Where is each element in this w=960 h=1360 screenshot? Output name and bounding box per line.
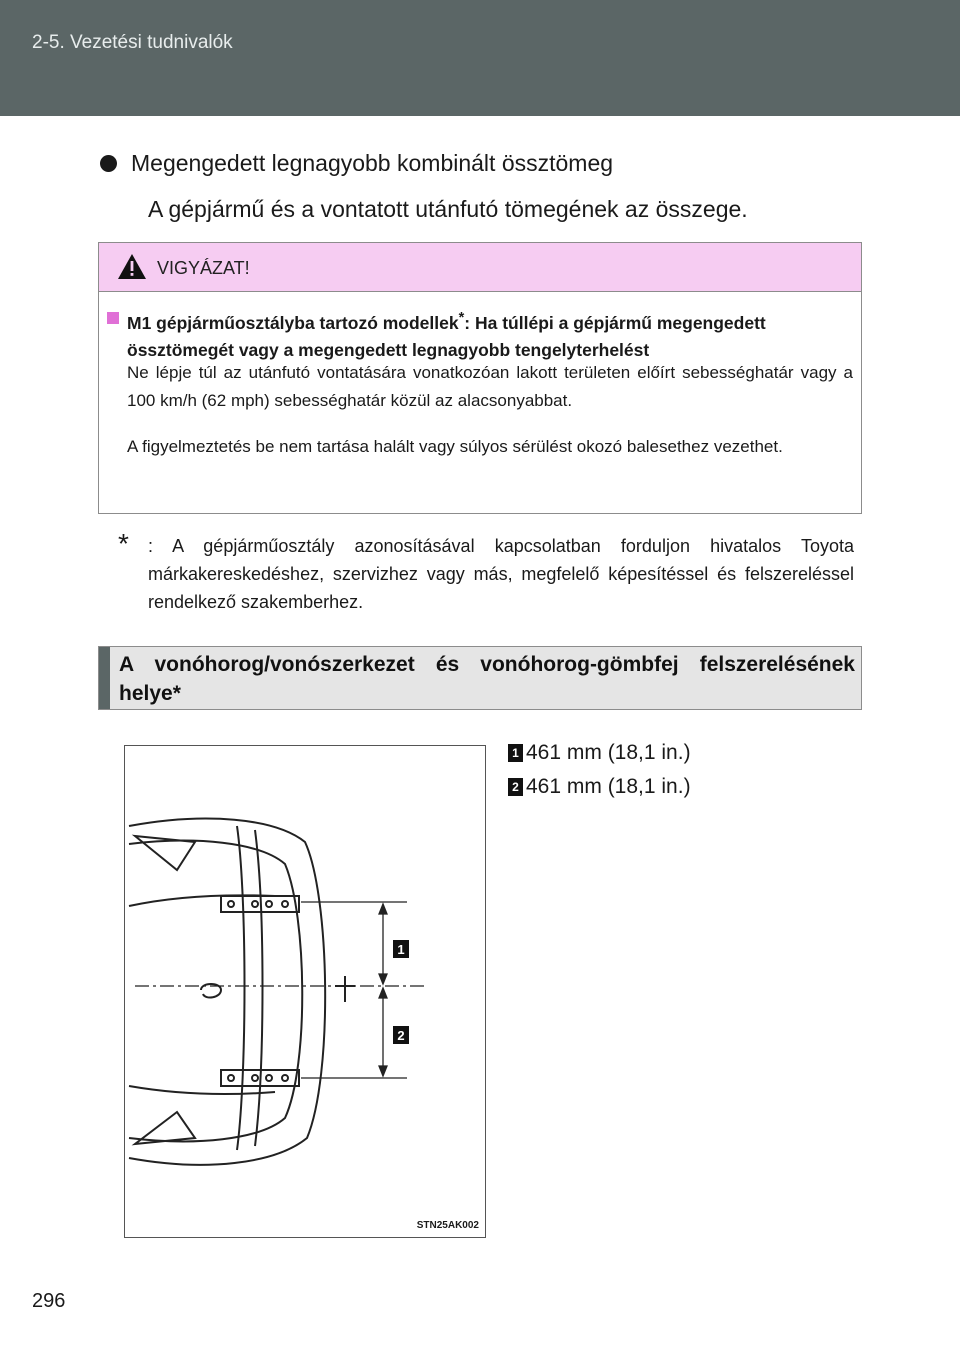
vehicle-rear-diagram bbox=[125, 746, 485, 1237]
section-title: 2-5. Vezetési tudnivalók bbox=[32, 32, 233, 53]
warning-paragraph-1: Ne lépje túl az utánfutó vontatására vonatkozóan lakott területen előírt sebességhatár vagy a 100 km/h (62 mph) sebességhatár közül az alacsonyabbat. bbox=[127, 363, 853, 410]
warning-triangle-icon bbox=[117, 253, 147, 280]
page-number: 296 bbox=[32, 1290, 66, 1312]
bullet-title: Megengedett legnagyobb kombinált össztömeg bbox=[131, 150, 614, 176]
warning-label: VIGYÁZAT! bbox=[157, 258, 250, 278]
warning-box bbox=[98, 242, 862, 514]
number-badge-1: 1 bbox=[508, 744, 523, 762]
figure-label-2: 2 bbox=[397, 1028, 405, 1043]
measurement-2 bbox=[508, 775, 691, 799]
measurement-value-1: 461 mm (18,1 in.) bbox=[526, 741, 691, 764]
section-bar bbox=[99, 647, 110, 709]
figure-label-1: 1 bbox=[397, 942, 405, 957]
tow-hook-figure bbox=[124, 745, 486, 1238]
footnote-star: * bbox=[458, 310, 465, 326]
bullet-item bbox=[100, 150, 613, 177]
section-heading bbox=[98, 646, 862, 710]
footnote-mark: * bbox=[118, 528, 129, 559]
measurement-1 bbox=[508, 741, 691, 765]
bullet-dot-icon bbox=[100, 155, 117, 172]
footnote bbox=[118, 528, 854, 616]
footnote-text: : A gépjárműosztály azonosításával kapcsolatban forduljon hivatalos Toyota márkakereskedéshez, szervizhez vagy más, megfelelő képesítéssel és felszereléssel rendelkező szakemberhez. bbox=[148, 536, 854, 612]
figure-code: STN25AK002 bbox=[416, 1220, 479, 1231]
pink-square-icon bbox=[107, 312, 119, 324]
warning-paragraph-2: A figyelmeztetés be nem tartása halált vagy súlyos sérülést okozó balesethez vezethet. bbox=[127, 437, 783, 456]
measurement-value-2: 461 mm (18,1 in.) bbox=[526, 775, 691, 798]
page-header bbox=[0, 0, 960, 116]
number-badge-2: 2 bbox=[508, 778, 523, 796]
warning-heading: M1 gépjárműosztályba tartozó modellek*: Ha túllépi a gépjármű megengedett össztömegét vagy a megengedett legnagyobb tengelyterhelést bbox=[127, 305, 853, 364]
bullet-description: A gépjármű és a vontatott utánfutó tömegének az összege. bbox=[148, 196, 748, 222]
warning-header bbox=[99, 243, 861, 292]
section-heading-text: A vonóhorog/vonószerkezet és vonóhorog-gömbfej felszerelésének helye* bbox=[119, 653, 855, 705]
